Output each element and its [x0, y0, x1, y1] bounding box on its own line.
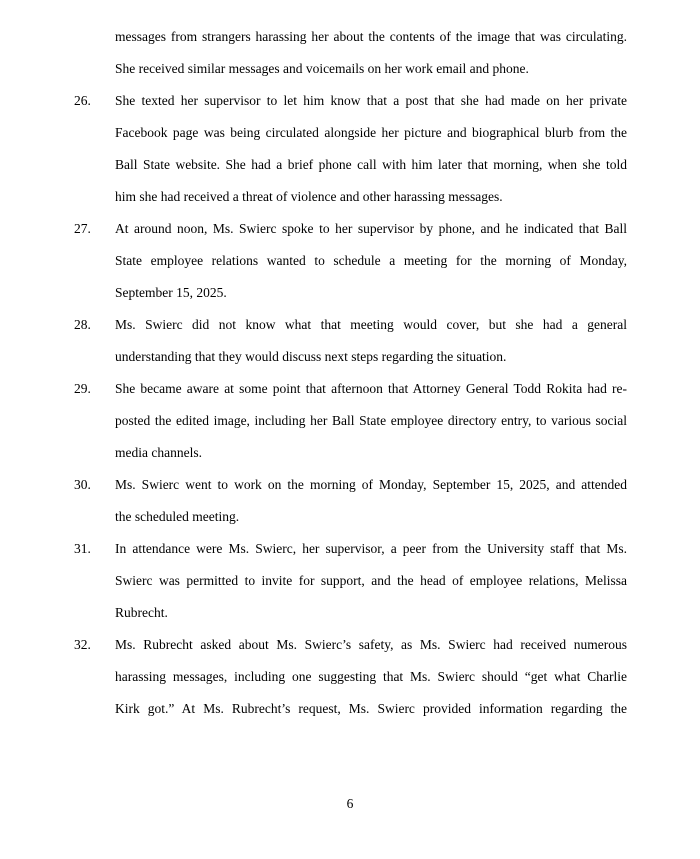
paragraph-line: In attendance were Ms. Swierc, her supervisor, a peer from the University staff that Ms. — [115, 541, 627, 556]
paragraph-number: 32. — [74, 637, 91, 652]
paragraph-line: At around noon, Ms. Swierc spoke to her supervisor by phone, and he indicated that Ball — [115, 221, 627, 236]
paragraph — [74, 85, 627, 213]
paragraph-number: 30. — [74, 477, 91, 492]
paragraph-line: Ms. Rubrecht asked about Ms. Swierc’s safety, as Ms. Swierc had received numerous — [115, 637, 627, 652]
paragraph-line: September 15, 2025. — [115, 285, 227, 300]
paragraph — [74, 533, 627, 629]
paragraph — [74, 213, 627, 309]
paragraph-line: She texted her supervisor to let him know that a post that she had made on her private — [115, 93, 627, 108]
paragraph — [74, 373, 627, 469]
paragraph-number: 28. — [74, 317, 91, 332]
paragraph-line: messages from strangers harassing her about the contents of the image that was circulating. — [115, 29, 627, 44]
document-body — [74, 21, 627, 725]
paragraph — [74, 309, 627, 373]
paragraph-line: posted the edited image, including her Ball State employee directory entry, to various social — [115, 413, 627, 428]
paragraph-line: Ball State website. She had a brief phone call with him later that morning, when she told — [115, 157, 627, 172]
page-number: 6 — [346, 796, 354, 811]
paragraph-line: Ms. Swierc did not know what that meeting would cover, but she had a general — [115, 317, 627, 332]
paragraph-number: 31. — [74, 541, 91, 556]
paragraph-line: him she had received a threat of violence and other harassing messages. — [115, 189, 503, 204]
paragraph-line: Rubrecht. — [115, 605, 168, 620]
paragraph-line: She became aware at some point that afternoon that Attorney General Todd Rokita had re- — [115, 381, 627, 396]
paragraph-line: State employee relations wanted to schedule a meeting for the morning of Monday, — [115, 253, 627, 268]
paragraph-number: 27. — [74, 221, 91, 236]
paragraph-line: She received similar messages and voicemails on her work email and phone. — [115, 61, 529, 76]
paragraph-line: Facebook page was being circulated alongside her picture and biographical blurb from the — [115, 125, 627, 140]
paragraph-line: Ms. Swierc went to work on the morning of Monday, September 15, 2025, and attended — [115, 477, 627, 492]
paragraph — [74, 629, 627, 725]
paragraph-number: 26. — [74, 93, 91, 108]
paragraph-number: 29. — [74, 381, 91, 396]
page-footer — [0, 788, 700, 820]
paragraph — [74, 469, 627, 533]
paragraph-line: media channels. — [115, 445, 202, 460]
paragraph-line: harassing messages, including one suggesting that Ms. Swierc should “get what Charlie — [115, 669, 627, 684]
paragraph — [115, 21, 627, 85]
paragraph-line: Swierc was permitted to invite for support, and the head of employee relations, Melissa — [115, 573, 627, 588]
paragraph-line: Kirk got.” At Ms. Rubrecht’s request, Ms. Swierc provided information regarding the — [115, 701, 627, 716]
paragraph-line: the scheduled meeting. — [115, 509, 240, 524]
paragraph-line: understanding that they would discuss next steps regarding the situation. — [115, 349, 507, 364]
